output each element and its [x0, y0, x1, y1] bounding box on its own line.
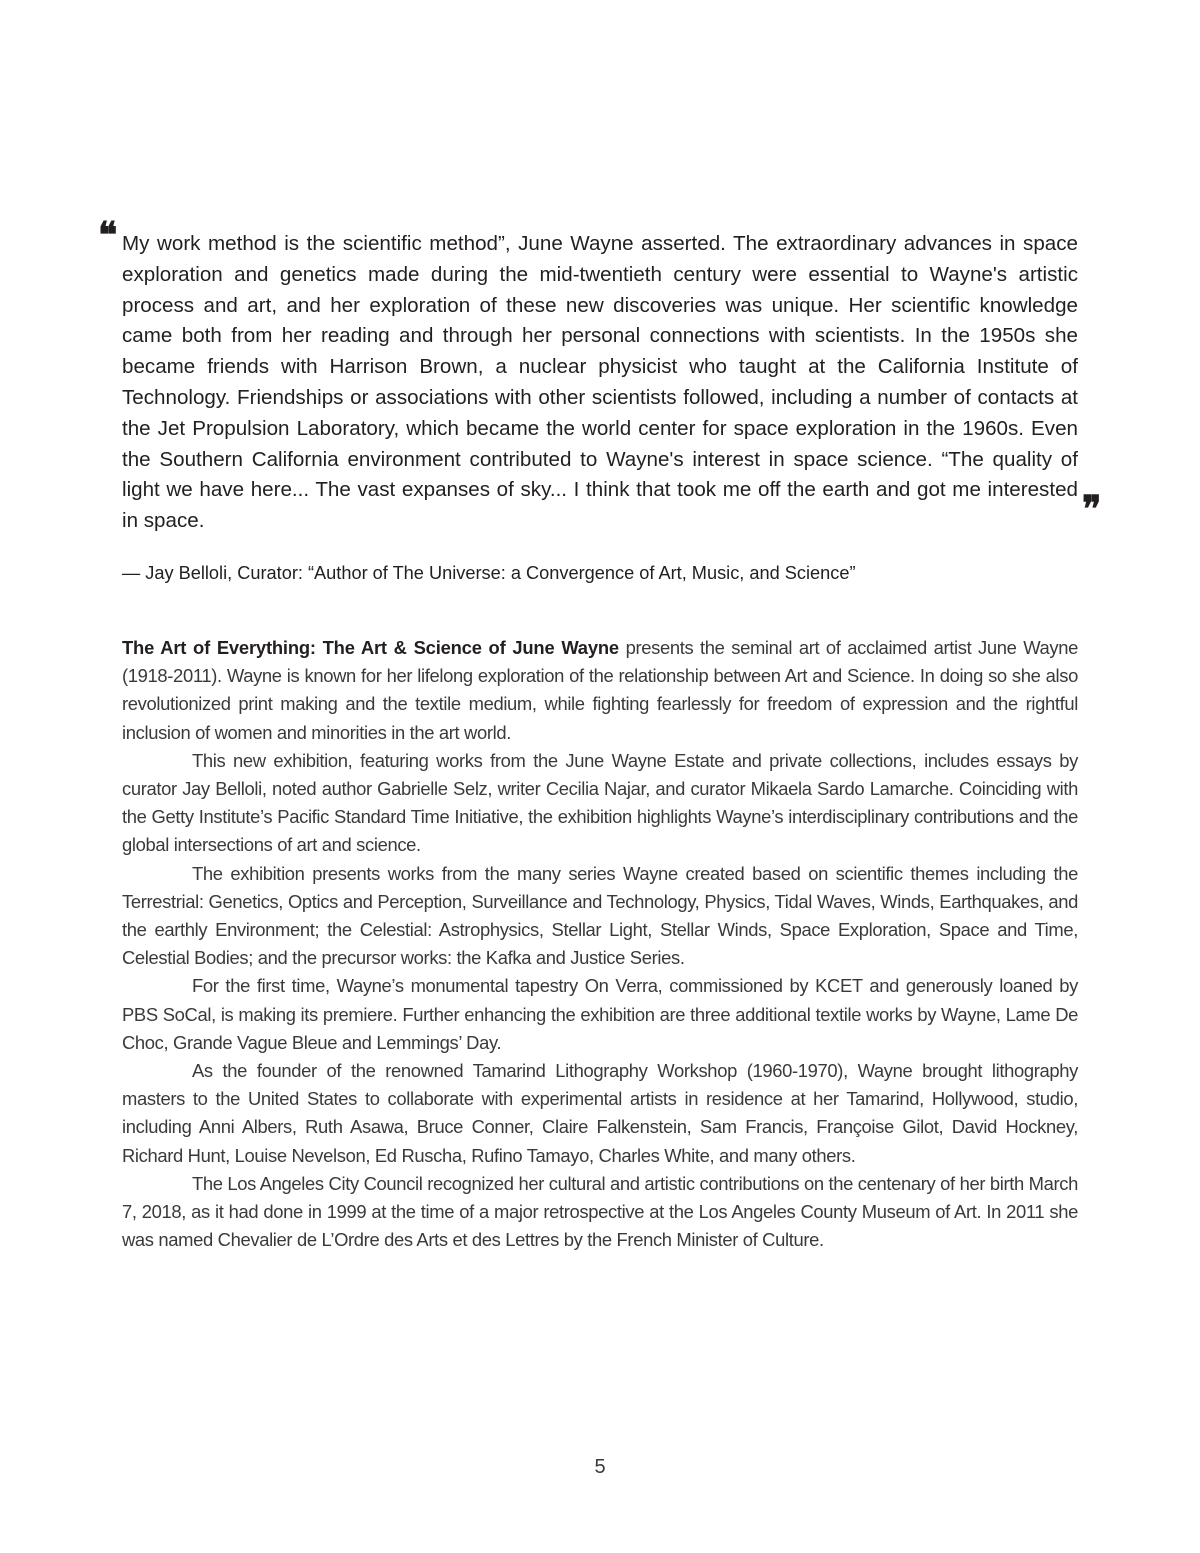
paragraph-series: The exhibition presents works from the many series Wayne created based on scientific themes including the Terrestrial: Genetics, Optics and Perception, Surveillance and Technology, Physics, Tidal Waves, Winds, Earthquakes, and the earthly Environment; the Celestial: Astrophysics, Stellar Light, Stellar Winds, Space Exploration, Space and Time, Celestial Bodies; and the precursor works: the Kafka and Justice Series.	[122, 862, 1078, 969]
exhibition-title: The Art of Everything: The Art & Science of June Wayne	[122, 637, 619, 658]
paragraph-recognition: The Los Angeles City Council recognized her cultural and artistic contributions on the centenary of her birth March 7, 2018, as it had done in 1999 at the time of a major retrospective at the Los Angeles County Museum of Art. In 2011 she was named Chevalier de L’Ordre des Arts et des Lettres by the French Minister of Culture.	[122, 1172, 1078, 1251]
quote-attribution: — Jay Belloli, Curator: “Author of The Universe: a Convergence of Art, Music, and Science”	[122, 563, 856, 583]
close-quote-icon: ❞	[1082, 488, 1102, 530]
intro-paragraph-text: presents the seminal art of acclaimed artist June Wayne (1918-2011). Wayne is known for her lifelong exploration of the relationship between Art and Science. In doing so she also revolutionized print making and the textile medium, while fighting fearlessly for freedom of expression and the rightful inclusion of women and minorities in the art world.	[122, 637, 1078, 743]
page-number: 5	[594, 1456, 606, 1478]
body-text	[122, 634, 1078, 1254]
paragraph-tapestry: For the first time, Wayne’s monumental tapestry On Verra, commissioned by KCET and generously loaned by PBS SoCal, is making its premiere. Further enhancing the exhibition are three additional textile works by Wayne, Lame De Choc, Grande Vague Bleue and Lemmings’ Day.	[122, 975, 1078, 1053]
quote-text: My work method is the scientific method”, June Wayne asserted. The extraordinary advances in space exploration and genetics made during the mid-twentieth century were essential to Wayne's artistic process and art, and her exploration of these new discoveries was unique. Her scientific knowledge came both from her reading and through her personal connections with scientists. In the 1950s she became friends with Harrison Brown, a nuclear physicist who taught at the California Institute of Technology. Friendships or associations with other scientists followed, including a number of contacts at the Jet Propulsion Laboratory, which became the world center for space exploration in the 1960s. Even the Southern California environment contributed to Wayne's interest in space science. “The quality of light we have here... The vast expanses of sky... I think that took me off the earth and got me interested in space.	[122, 232, 1078, 533]
paragraph-tamarind: As the founder of the renowned Tamarind Lithography Workshop (1960-1970), Wayne brought lithography masters to the United States to collaborate with experimental artists in residence at her Tamarind, Hollywood, studio, including Anni Albers, Ruth Asawa, Bruce Conner, Claire Falkenstein, Sam Francis, Françoise Gilot, David Hockney, Richard Hunt, Louise Nevelson, Ed Ruscha, Rufino Tamayo, Charles White, and many others.	[122, 1060, 1078, 1166]
paragraph-exhibition: This new exhibition, featuring works from the June Wayne Estate and private collections, includes essays by curator Jay Belloli, noted author Gabrielle Selz, writer Cecilia Najar, and curator Mikaela Sardo Lamarche. Coinciding with the Getty Institute’s Pacific Standard Time Initiative, the exhibition highlights Wayne’s interdisciplinary contributions and the global intersections of art and science.	[122, 749, 1078, 856]
intro-paragraph	[122, 634, 1078, 747]
open-quote-icon: ❝	[98, 214, 118, 256]
pull-quote	[98, 214, 1102, 537]
